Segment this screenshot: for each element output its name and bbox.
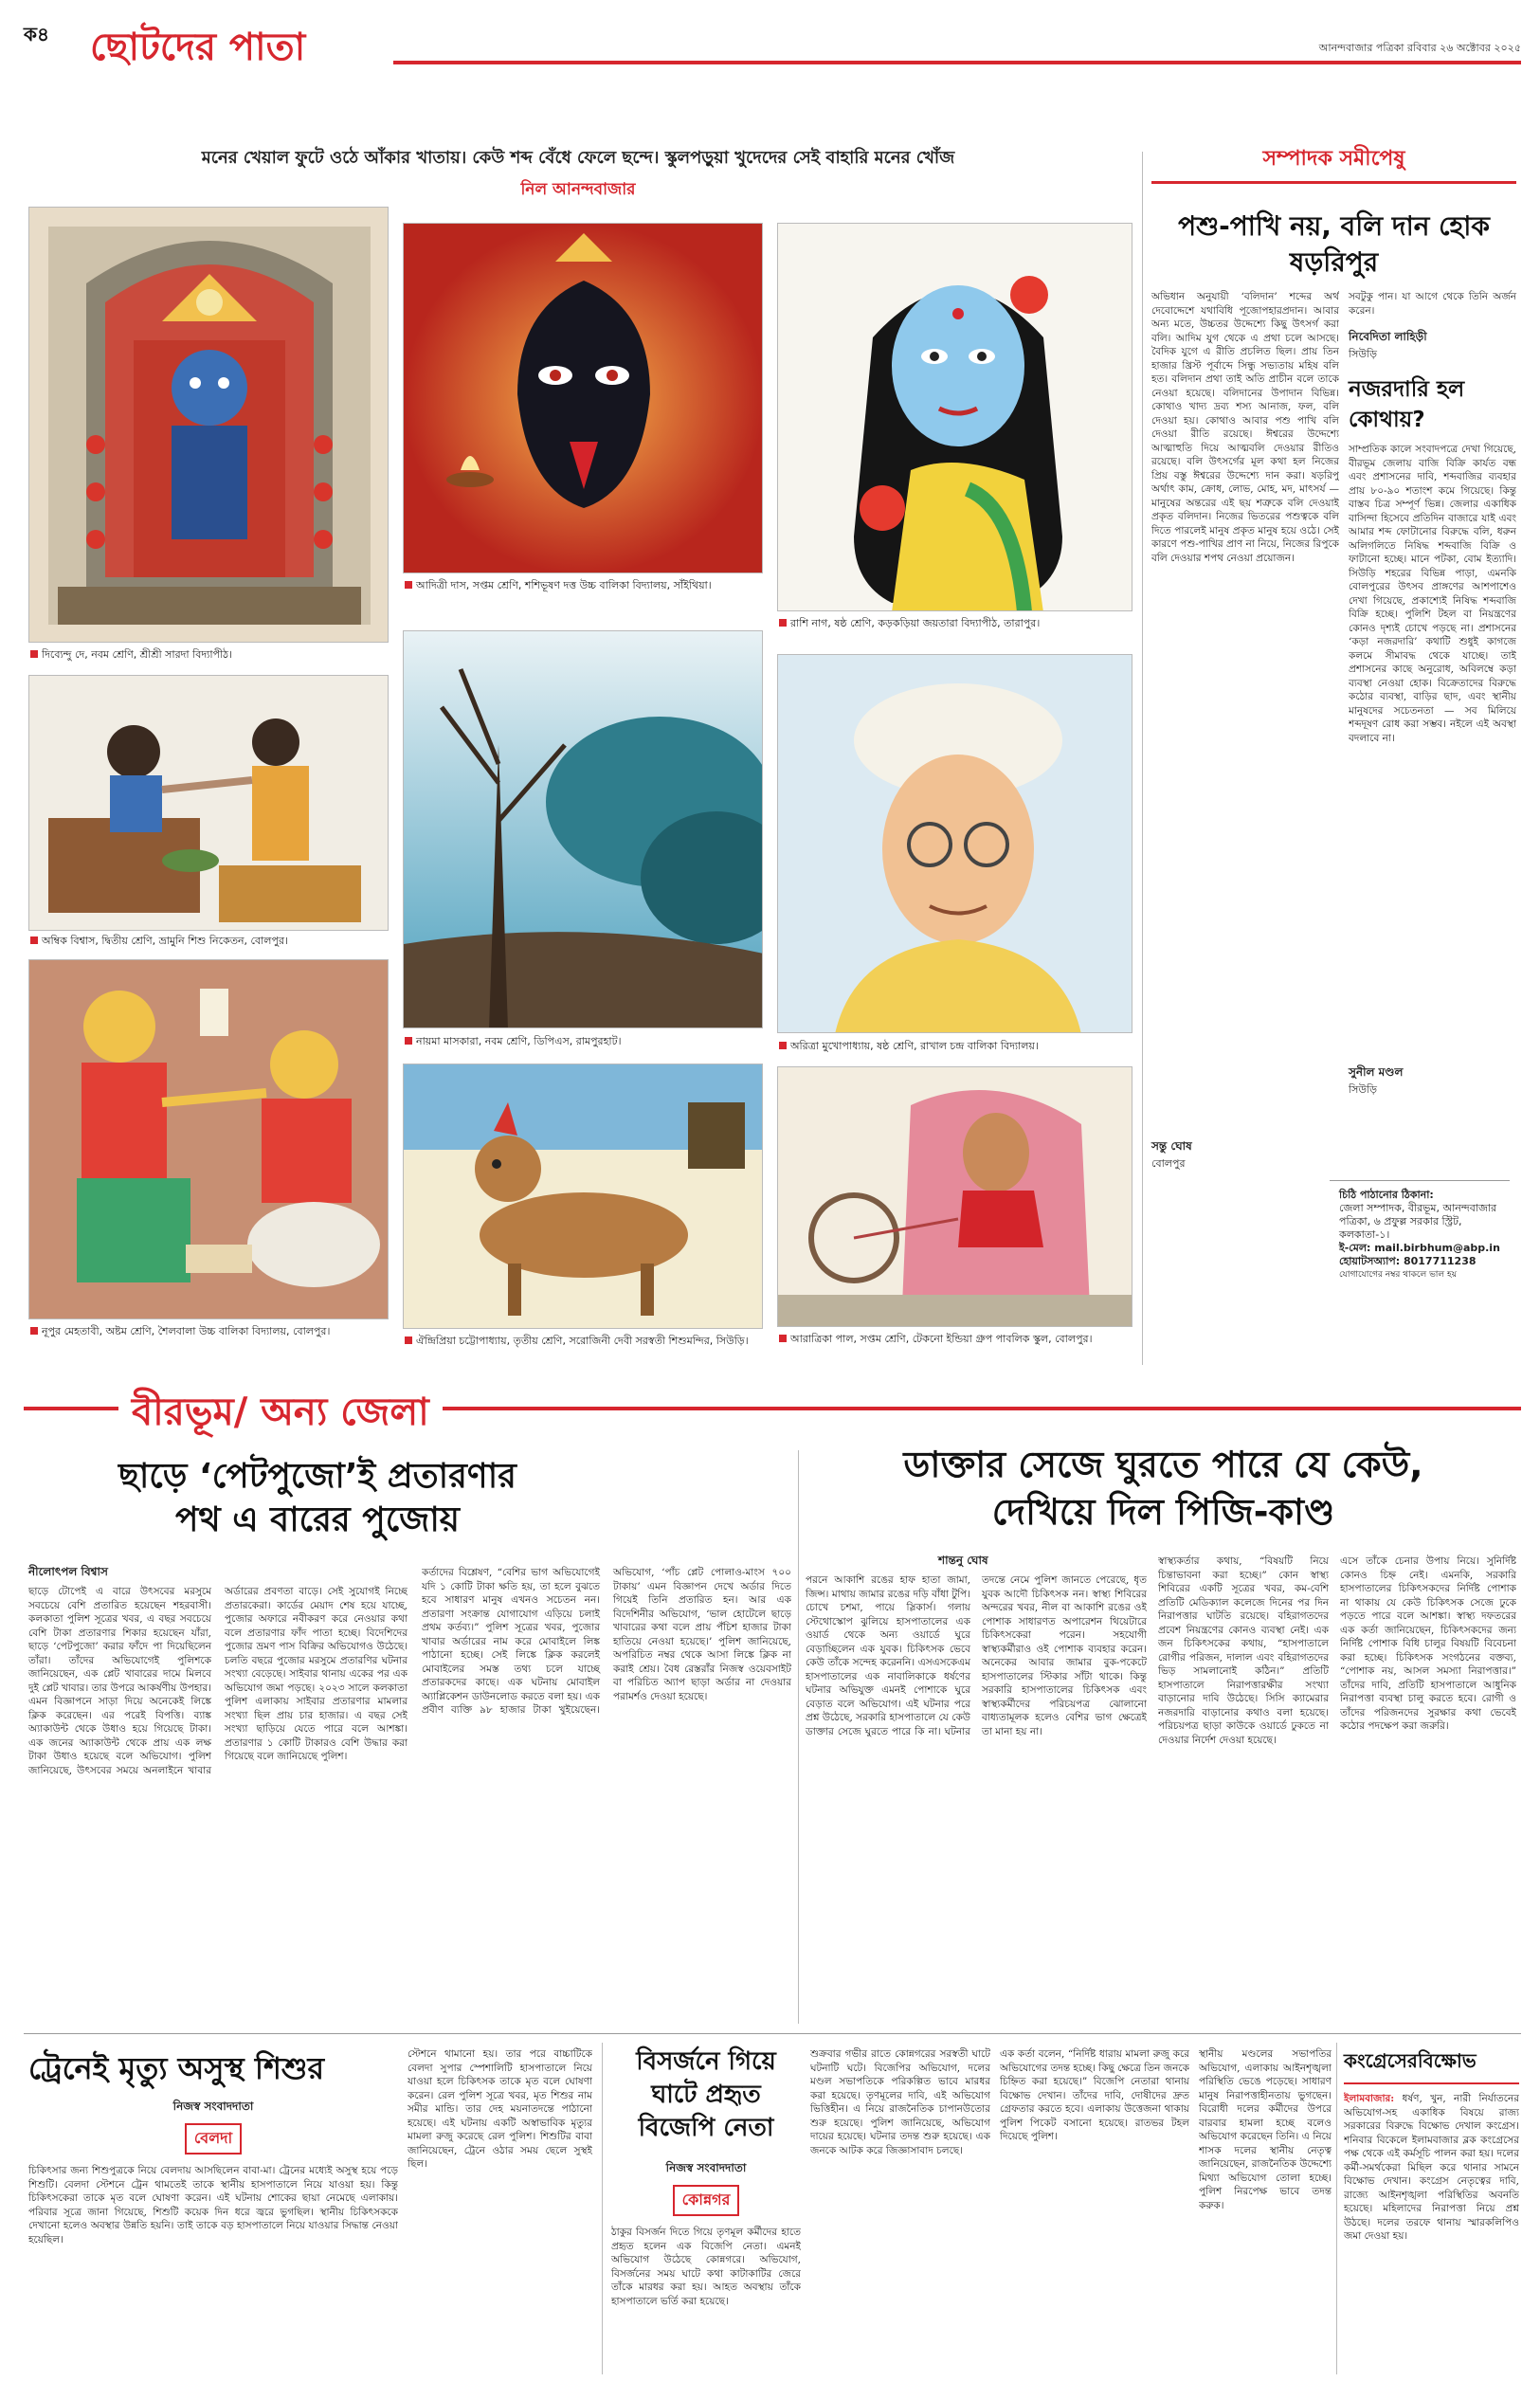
editor-headline-2: নজরদারি হল কোথায়? <box>1349 377 1465 432</box>
address-email[interactable]: ই-মেল: mail.birbhum@abp.in <box>1339 1242 1500 1254</box>
story2-headline-line1: ডাক্তার সেজে ঘুরতে পারে যে কেউ, <box>903 1444 1423 1485</box>
editor-headline: পশু-পাখি নয়, বলি দান হোক ষড়রিপুর <box>1178 210 1490 278</box>
story5-headline: কংগ্রেসেরবিক্ষোভ <box>1344 2047 1519 2084</box>
story3-body: চিকিৎসার জন্য শিশুপুত্রকে নিয়ে বেলদায় আসছিলেন বাবা-মা। ট্রেনের মধ্যেই অসুস্থ হয়ে পড়ে শিশুটি। বেলদা স্টেশনে ট্রেন থামতেই তাকে স্থানীয় হাসপাতালে নিয়ে যাওয়া হয়। কিন্তু চিকিৎসকেরা তাকে মৃত বলে ঘোষণা করেন। এই ঘটনায় শোকের ছায়া নেমেছে এলাকায়। পরিবার সূত্রে জানা গিয়েছে, শিশুটি কয়েক দিন ধরে জ্বরে ভুগছিল। স্থানীয় চিকিৎসককে দেখানো হলেও অবস্থার উন্নতি হয়নি। তাই তাকে বড় হাসপাতালে নিয়ে যাওয়ার সিদ্ধান্ত নেওয়া হয়েছিল। <box>28 2165 398 2246</box>
address-title: চিঠি পাঠানোর ঠিকানা: <box>1339 1189 1434 1201</box>
address-whatsapp: হোয়াটসঅ্যাপ: 8017711238 <box>1339 1255 1477 1267</box>
column-rule-4 <box>1336 2043 1337 2374</box>
story3 <box>28 2047 398 2382</box>
story1-body-2: কর্তাদের বিশ্লেষণ, “বেশির ভাগ অভিযোগেই যদি ১ কোটি টাকা ক্ষতি হয়, তা হলে বুঝতে হবে সাধারণ মানুষ এখনও সচেতন নন। প্রতারণা সংক্রান্ত যোগাযোগ এড়িয়ে চলাই প্রথম কর্তব্য।” পুলিশ সূত্রের খবর, পুজোর খাবার অর্ডারের নাম করে মোবাইলে লিঙ্ক পাঠানো হচ্ছে। সেই লিঙ্কে ক্লিক করলেই মোবাইলের সমস্ত তথ্য চলে যাচ্ছে প্রতারকদের কাছে। এক ঘটনায় মোবাইল অ্যাপ্লিকেশন ডাউনলোড করতে বলা হয়। এক প্রবীণ ব্যক্তি ৯৮ হাজার টাকা খুইয়েছেন। অভিযোগ, ‘পাঁচ প্লেট পোলাও-মাংস ৭০০ টাকায়’ এমন বিজ্ঞাপন দেখে অর্ডার দিতে গিয়েই তিনি প্রতারিত হন। আর এক বিদেশিনীর অভিযোগ, ‘ভাল হোটেলে ছাড়ে খাবারের কথা বলে প্রায় পঁচিশ হাজার টাকা হাতিয়ে নেওয়া হয়েছে।’ পুলিশ জানিয়েছে, অপরিচিত নম্বর থেকে আসা লিঙ্কে ক্লিক না করাই শ্রেয়। বৈধ রেস্তরাঁর নিজস্ব ওয়েবসাইট বা পরিচিত অ্যাপ ছাড়া অর্ডার না দেওয়ার পরামর্শও দেওয়া হয়েছে। <box>422 1567 791 1716</box>
letter2-place: সিউড়ি <box>1349 348 1377 360</box>
caption-6: ঐন্দ্রিপ্রিয়া চট্টোপাধ্যায়, তৃতীয় শ্রেণি, সরোজিনী দেবী সরস্বতী শিশুমন্দির, সিউড়ি। <box>405 1335 765 1348</box>
editor-letter-place: বোলপুর <box>1151 1157 1186 1170</box>
story3-headline: ট্রেনেই মৃত্যু অসুস্থ শিশুর <box>28 2050 325 2086</box>
story1-headline-line2: পথ এ বারের পুজোয় <box>174 1500 461 1539</box>
story4-headline: বিসর্জনে গিয়ে ঘাটে প্রহৃত বিজেপি নেতা <box>636 2047 776 2142</box>
artwork-landscape <box>403 630 763 1028</box>
column-rule-2 <box>798 1450 799 2024</box>
caption-4: আদিত্রী দাস, সপ্তম শ্রেণি, শশিভূষণ দত্ত উচ্চ বালিকা বিদ্যালয়, সাঁইথিয়া। <box>405 579 765 592</box>
caption-8: অরিত্রা মুখোপাধ্যায়, ষষ্ঠ শ্রেণি, রাখাল চন্দ্র বালিকা বিদ্যালয়। <box>779 1040 1134 1053</box>
story5 <box>1344 2047 1519 2376</box>
letter3-place: সিউড়ি <box>1349 1083 1377 1096</box>
artwork-bhaiphonta <box>28 675 389 931</box>
intro-credit: নিল আনন্দবাজার <box>520 180 636 199</box>
caption-1: দিব্যেন্দু দে, নবম শ্রেণি, শ্রীশ্রী সারদা বিদ্যাপীঠ। <box>30 648 390 662</box>
intro-tagline: মনের খেয়াল ফুটে ওঠে আঁকার খাতায়। কেউ শব্দ বেঁধে ফেলে ছন্দে। স্কুলপড়ুয়া খুদেদের সেই বাহারি মনের খোঁজ <box>201 148 955 168</box>
column-rule <box>1142 152 1143 1365</box>
story1-headline <box>28 1455 607 1542</box>
artwork-kali <box>403 223 763 573</box>
story2-body-2: স্বাস্থ্যকর্তার কথায়, “বিষয়টি নিয়ে চিন্তাভাবনা করা হচ্ছে।” কোন স্বাস্থ্য শিবিরের একটি সূত্রের খবর, কম-বেশি প্রতিটি মেডিক্যাল কলেজে দিনের পর দিন নিরাপত্তার ঘাটতি রয়েছে। বহিরাগতদের প্রবেশ নিয়ন্ত্রণের কোনও ব্যবস্থা নেই। এক জন চিকিৎসকের কথায়, “হাসপাতালে রোগীর পরিজন, দালাল এবং বহিরাগতদের ভিড় সামলানোই কঠিন।” প্রতিটি হাসপাতালে নিরাপত্তারক্ষীর সংখ্যা বাড়ানোর দাবি উঠেছে। সিসি ক্যামেরার নজরদারি বাড়ানোর কথাও বলা হয়েছে। পরিচয়পত্র ছাড়া কাউকে ওয়ার্ডে ঢুকতে না দেওয়ার নির্দেশ দেওয়া হয়েছে। <box>1158 1555 1329 1746</box>
caption-3: নূপুর মেহতাবী, অষ্টম শ্রেণি, শৈলবালা উচ্চ বালিকা বিদ্যালয়, বোলপুর। <box>30 1325 390 1338</box>
district-title: বীরভূম/ অন্য জেলা <box>118 1382 443 1446</box>
editor-letter-author: সন্তু ঘোষ <box>1151 1139 1192 1153</box>
artwork-woman-flowers <box>777 223 1132 611</box>
story3-place: বেলদা <box>185 2123 242 2155</box>
story2-byline: শান্তনু ঘোষ <box>938 1554 988 1567</box>
address-note: যোগাযোগের নম্বর থাকলে ভাল হয় <box>1339 1270 1458 1280</box>
story4-body: ঠাকুর বিসর্জন দিতে গিয়ে তৃণমূল কর্মীদের হাতে প্রহৃত হলেন এক বিজেপি নেতা। এমনই অভিযোগ উঠেছে কোন্নগরে। অভিযোগ, বিসর্জনের সময় ঘাটে কথা কাটাকাটির জেরে তাঁকে মারধর করা হয়। আহত অবস্থায় তাঁকে হাসপাতালে ভর্তি করা হয়েছে। <box>611 2227 801 2307</box>
story4-body-3: এক কর্তা বলেন, “নির্দিষ্ট ধারায় মামলা রুজু করে অভিযোগের তদন্ত হচ্ছে। কিছু ক্ষেত্রে তিন জনকে চিহ্নিত করা হয়েছে।” বিজেপি নেতারা থানায় বিক্ষোভ দেখান। তাঁদের দাবি, দোষীদের দ্রুত গ্রেফতার করতে হবে। এলাকায় উত্তেজনা থাকায় পুলিশ পিকেট বসানো হয়েছে। রাতভর টহল দিয়েছে পুলিশ। <box>1000 2048 1189 2142</box>
artwork-spinning-woman <box>777 1066 1132 1327</box>
editor-rule <box>1151 181 1516 184</box>
letter2-intro: সবটুকু পান। যা আগে থেকে তিনি অর্জন করেন। <box>1349 291 1516 317</box>
story5-body: ধর্ষণ, খুন, নারী নির্যাতনের অভিযোগ-সহ একাধিক বিষয়ে রাজ্য সরকারের বিরুদ্ধে বিক্ষোভ দেখাল কংগ্রেস। শনিবার বিকেলে ইলামবাজার ব্লক কংগ্রেসের পক্ষ থেকে এই কর্মসূচি পালন করা হয়। দলের কর্মী-সমর্থকেরা মিছিল করে থানার সামনে বিক্ষোভ দেখান। কংগ্রেস নেতৃত্বের দাবি, রাজ্যে আইনশৃঙ্খলা পরিস্থিতির অবনতি হয়েছে। মহিলাদের নিরাপত্তা নিয়ে প্রশ্ন উঠছে। দলের তরফে থানায় স্মারকলিপিও জমা দেওয়া হয়। <box>1344 2093 1519 2242</box>
story4-place: কোন্নগর <box>673 2185 740 2216</box>
artwork-reindeer <box>403 1064 763 1329</box>
district-header <box>24 1382 1521 1437</box>
caption-5: নায়মা মাসকারা, নবম শ্রেণি, ডিপিএস, রামপুরহাট। <box>405 1035 765 1048</box>
story4-byline: নিজস্ব সংবাদদাতা <box>665 2161 747 2174</box>
story1-continuation-top <box>611 1455 801 1483</box>
story1-byline: নীলোৎপল বিশ্বাস <box>28 1565 108 1578</box>
story2-headline <box>806 1441 1521 1536</box>
story1-body: ছাড়ে টোপেই এ বারে উৎসবের মরসুমে সবচেয়ে বেশি প্রতারিত হয়েছেন শহরবাসী। কলকাতা পুলিশ সূত্রের খবর, এ বছর সবচেয়ে বেশি টাকা প্রতারণার শিকার হয়েছেন যাঁরা, ছাড়ে ‘পেটপুজো’ করার ফাঁদে পা দিয়েছিলেন তাঁরা। তাঁদের অভিযোগেই পুলিশকে জানিয়েছেন, এক প্লেট খাবারের দামে মিলবে দুই প্লেট খাবার। তার উপরে আকর্ষণীয় উপহার। এমন বিজ্ঞাপনে সাড়া দিয়ে অনেকেই লিঙ্কে ক্লিক করেছেন। এর পরেই বিপত্তি। ব্যাঙ্ক অ্যাকাউন্ট থেকে উধাও হয়ে গিয়েছে টাকা। এক জনের অ্যাকাউন্ট থেকে প্রায় এক লক্ষ টাকা উধাও হয়েছে বলে অভিযোগ। পুলিশ জানিয়েছে, উৎসবের সময়ে অনলাইনে খাবার অর্ডারের প্রবণতা বাড়ে। সেই সুযোগই নিচ্ছে প্রতারকেরা। কার্ডের মেয়াদ শেষ হয়ে যাচ্ছে, পুজোর অফারে নবীকরণ করে নেওয়ার কথা বলে প্রতারণার ফাঁদ পাতা হচ্ছে। বিদেশিদের পুজোর ভ্রমণ পাস বিক্রির অভিযোগও উঠেছে। চলতি বছরে পুজোর মরসুমে প্রতারণির ঘটনার সংখ্যা বেড়েছে। সাইবার থানায় একের পর এক অভিযোগ জমা পড়ছে। ২০২৩ সালে কলকাতা পুলিশ এলাকায় সাইবার প্রতারণার মামলার সংখ্যা ছিল প্রায় চার হাজার। এ বছর সেই সংখ্যা ছাড়িয়ে যেতে পারে বলে আশঙ্কা। প্রতারণার ১ কোটি টাকারও বেশি উদ্ধার করা গিয়েছে বলে জানিয়েছে পুলিশ। <box>28 1586 408 1776</box>
editor-letter2-body: সাম্প্রতিক কালে সংবাদপত্রে দেখা গিয়েছে, বীরভূম জেলায় বাজি বিক্রি কার্যত বন্ধ এবং প্রশাসনের দাবি, শব্দবাজির ব্যবহার প্রায় ৮০-৯০ শতাংশ কমে গিয়েছে। কিন্তু বাস্তব চিত্র সম্পূর্ণ ভিন্ন। জেলার একাধিক বাসিন্দা হিসেবে প্রতিদিন বাজারে যাই এবং আমার শব্দ ফোটানোর বিরুদ্ধে বলি, ধরুন অলিগলিতে নিষিদ্ধ শব্দবাজি বিক্রি ও ফাটানো হচ্ছে। মানে পটকা, বোম ইত্যাদি। সিউড়ি শহরের বিভিন্ন পাড়া, এমনকি বোলপুরের উৎসব প্রাঙ্গণের আশপাশেও দেখা গিয়েছে, প্রকাশ্যেই নিষিদ্ধ শব্দবাজি বিক্রি হচ্ছে। পুলিশি টহল বা নিয়ন্ত্রণের কোনও দৃশ্যই চোখে পড়ছে না। প্রশাসনের ‘কড়া নজরদারি’ কথাটি শুধুই কাগজে কলমে সীমাবদ্ধ থেকে যাচ্ছে। তাই প্রশাসনের কাছে অনুরোধ, অবিলম্বে কড়া ব্যবস্থা নেওয়া হোক। বিক্রেতাদের বিরুদ্ধে কঠোর ব্যবস্থা, বাড়ির ছাদ, এবং স্থানীয় মানুষদের সচেতনতা — সব মিলিয়ে শব্দদূষণ রোধ করা সম্ভব। নইলে এই অবস্থা বদলাবে না। <box>1349 444 1516 744</box>
caption-2: অম্বিক বিশ্বাস, দ্বিতীয় শ্রেণি, ভ্রামুনি শিশু নিকেতন, বোলপুর। <box>30 935 390 948</box>
editor-letter-body: অভিধান অনুযায়ী ‘বলিদান’ শব্দের অর্থ দেবোদ্দেশে যথাবিধি পূজোপহারপ্রদান। আবার অন্য মতে, উচ্চতর উদ্দেশ্যে কিছু উৎসর্গ করা বলি। আদিম যুগ থেকে এ প্রথা চলে আসছে। বৈদিক যুগে এ রীতি প্রচলিত ছিল। প্রায় তিন হাজার খ্রিস্ট পূর্বাব্দে সিন্ধু সভ্যতায় মহিষ বলি হত। বলিদান প্রথা তাই অতি প্রাচীন বলে তাকে নেওয়া হয়েছে। বলিদানের উপাদান বিভিন্ন। কোথাও খাদ্য দ্রব্য শস্য আনাজ, ফল, বলি দেওয়া হয়। কোথাও আবার পশু পাখি বলি দেওয়া রীতি রয়েছে। ঈশ্বরের উদ্দেশ্যে আত্মাহুতি দিয়ে আত্মবলি দেওয়ার রীতিও রয়েছে। বলি উৎসর্গের মূল কথা হল নিজের প্রিয় বস্তু ঈশ্বরের উদ্দেশ্যে দান করা। ষড়রিপু অর্থাৎ কাম, ক্রোধ, লোভ, মোহ, মদ, মাৎসর্য — মানুষের অন্তরের এই ছয় শত্রুকে বলি দেওয়াই প্রকৃত বলিদান। নিজের ভিতরের পশুত্বকে বলি দিতে পারলেই মানুষ প্রকৃত মানুষ হয়ে ওঠে। সেই কারণে পশু-পাখির প্রাণ না নিয়ে, নিজের রিপুকে বলি দেওয়ার শপথ নেওয়া প্রয়োজন। <box>1151 291 1339 564</box>
artwork-folk-tilak <box>28 959 389 1319</box>
story4-body-4: স্থানীয় মণ্ডলের সভাপতির অভিযোগ, এলাকায় আইনশৃঙ্খলা পরিস্থিতি ভেঙে পড়েছে। সাধারণ মানুষ নিরাপত্তাহীনতায় ভুগছেন। বিরোধী দলের কর্মীদের উপরে বারবার হামলা হচ্ছে বলেও অভিযোগ করেছেন তিনি। এ নিয়ে শাসক দলের স্থানীয় নেতৃত্ব জানিয়েছেন, রাজনৈতিক উদ্দেশ্যে মিথ্যা অভিযোগ তোলা হচ্ছে। পুলিশ নিরপেক্ষ ভাবে তদন্ত করুক। <box>1199 2048 1332 2211</box>
caption-9: আরাত্রিকা পাল, সপ্তম শ্রেণি, টেকনো ইন্ডিয়া গ্রুপ পাবলিক স্কুল, বোলপুর। <box>779 1333 1134 1346</box>
editor-section-label: সম্পাদক সমীপেষু <box>1262 147 1405 171</box>
header-rule <box>393 61 1521 64</box>
artwork-portrait <box>777 654 1132 1033</box>
story3-body-2: স্টেশনে থামানো হয়। তার পরে বাচ্চাটিকে বেলদা সুপার স্পেশালিটি হাসপাতালে নিয়ে যাওয়া হলে চিকিৎসক তাকে মৃত বলে ঘোষণা করেন। রেল পুলিশ সূত্রে খবর, মৃত শিশুর নাম সমীর মান্ডি। তার দেহ ময়নাতদন্তে পাঠানো হয়েছে। এই ঘটনায় একটি অস্বাভাবিক মৃত্যুর মামলা রুজু করেছে রেল পুলিশ। শিশুটির বাবা জানিয়েছেন, ট্রেনে ওঠার সময় ছেলে সুস্থই ছিল। <box>408 2048 592 2170</box>
page-number: ক৪ <box>24 23 49 45</box>
masthead: আনন্দবাজার পত্রিকা রবিবার ২৬ অক্টোবর ২০২৫ <box>1318 42 1521 54</box>
lower-rule <box>24 2033 1521 2034</box>
intro-block <box>28 144 1128 204</box>
address-box <box>1330 1180 1510 1289</box>
section-title: ছোটদের পাতা <box>90 17 384 63</box>
letter2-author: নিবেদিতা লাহিড়ী <box>1349 330 1427 343</box>
caption-7: রাশি নাগ, ষষ্ঠ শ্রেণি, কড়কড়িয়া জয়তারা বিদ্যাপীঠ, তারাপুর। <box>779 617 1134 630</box>
story2-body: পরনে আকাশি রঙের হাফ হাতা জামা, জিন্স। মাথায় জামার রঙের দড়ি বাঁধা টুপি। চোখে চশমা, পায়ে স্লিকার্স। গলায় স্টেথোস্কোপ ঝুলিয়ে হাসপাতালের এক ওয়ার্ড থেকে অন্য ওয়ার্ডে ঘুরে বেড়াচ্ছিলেন এক যুবক। চিকিৎসক ভেবে কেউ তাঁকে সন্দেহ করেননি। এসএসকেএম হাসপাতালের এক নাবালিকাকে ধর্ষণের ঘটনার অভিযুক্ত এমনই পোশাকে ঘুরে বেড়াত বলে অভিযোগ। এই ঘটনার পরে প্রশ্ন উঠেছে, সরকারি হাসপাতালে যে কেউ ডাক্তার সেজে ঘুরতে পারে কি না। ঘটনার তদন্তে নেমে পুলিশ জানতে পেরেছে, ধৃত যুবক আদৌ চিকিৎসক নন। স্বাস্থ্য শিবিরের অন্দরের খবর, নীল বা আকাশি রঙের ওই পোশাক সাধারণত অপারেশন থিয়েটারে চিকিৎসকেরা পরেন। সহযোগী স্বাস্থ্যকর্মীরাও ওই পোশাক ব্যবহার করেন। অনেকের আবার জামার বুক-পকেটে হাসপাতালের স্টিকার সাঁটা থাকে। কিন্তু সরকারি হাসপাতালের চিকিৎসক এবং স্বাস্থ্যকর্মীদের পরিচয়পত্র ঝোলানো বাধ্যতামূলক হলেও বেশির ভাগ ক্ষেত্রেই তা মানা হয় না। <box>806 1574 1147 1737</box>
story1-headline-line1: ছাড়ে ‘পেটপুজো’ই প্রতারণার <box>118 1457 516 1496</box>
letter3-author: সুনীল মণ্ডল <box>1349 1065 1404 1079</box>
story4 <box>611 2046 801 2339</box>
page-header <box>24 17 1521 76</box>
editor-column <box>1151 142 1516 1289</box>
column-rule-3 <box>602 2043 603 2374</box>
story3-byline: নিজস্ব সংবাদদাতা <box>172 2100 254 2113</box>
story2-headline-line2: দেখিয়ে দিল পিজি-কাণ্ড <box>991 1491 1335 1533</box>
artwork-goddess-idol <box>28 207 389 643</box>
story5-place: ইলামবাজার: <box>1344 2093 1395 2104</box>
address-text: জেলা সম্পাদক, বীরভূম, আনন্দবাজার পত্রিকা, ৬ প্রফুল্ল সরকার স্ট্রিট, কলকাতা-১। <box>1339 1202 1497 1241</box>
story2-body-3: এসে তাঁকে চেনার উপায় নিয়ে। সুনির্দিষ্ট কোনও চিহ্ন নেই। এমনকি, সরকারি হাসপাতালের চিকিৎসকদের নির্দিষ্ট পোশাক না থাকায় যে কেউ চিকিৎসক সেজে ঢুকে পড়তে পারে বলে আশঙ্কা। স্বাস্থ্য দফতরের এক কর্তা জানিয়েছেন, চিকিৎসকদের জন্য নির্দিষ্ট পোশাক বিধি চালুর বিষয়টি বিবেচনা করা হচ্ছে। চিকিৎসক সংগঠনের বক্তব্য, “পোশাক নয়, আসল সমস্যা নিরাপত্তার।” তাঁদের দাবি, প্রতিটি হাসপাতালে আধুনিক নিরাপত্তা ব্যবস্থা চালু করতে হবে। রোগী ও তাঁদের পরিজনদের সুরক্ষার কথা ভেবেই কঠোর পদক্ষেপ করা জরুরি। <box>1340 1555 1516 1732</box>
story4-body-2: শুক্রবার গভীর রাতে কোন্নগরের সরস্বতী ঘাটে ঘটনাটি ঘটে। বিজেপির অভিযোগ, দলের মণ্ডল সভাপতিকে পরিকল্পিত ভাবে মারধর করা হয়েছে। তৃণমূলের দাবি, এই অভিযোগ ভিত্তিহীন। এ নিয়ে রাজনৈতিক চাপানউতোর শুরু হয়েছে। পুলিশ জানিয়েছে, অভিযোগ দায়ের হয়েছে। ঘটনার তদন্ত শুরু হয়েছে। এক জনকে আটক করে জিজ্ঞাসাবাদ চলছে। <box>810 2048 990 2156</box>
